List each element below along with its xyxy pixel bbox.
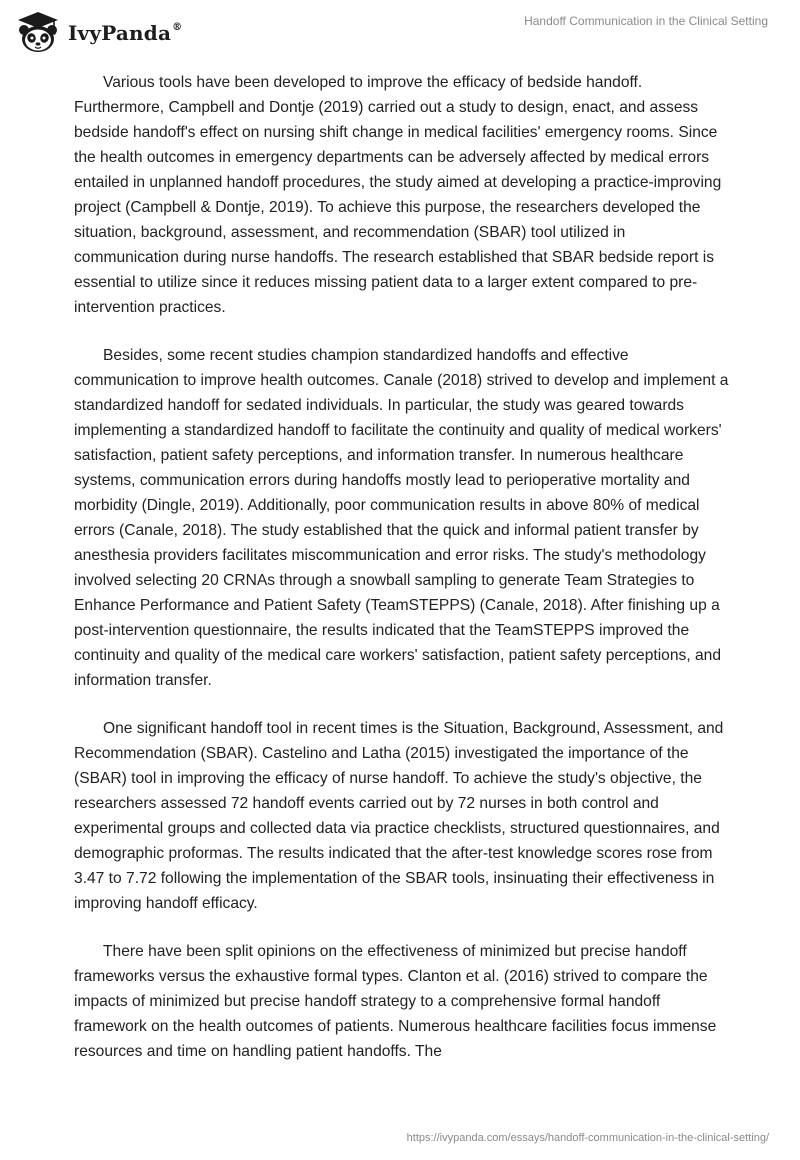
panda-logo-icon — [14, 10, 62, 54]
registered-mark: ® — [172, 22, 183, 34]
essay-body — [74, 70, 734, 1087]
paragraph: Various tools have been developed to improve the efficacy of bedside handoff. Furthermore, Campbell and Dontje (2019) carried out a study to design, enact, and assess bedside handoff's effect on nursing shift change in medical facilities' emergency rooms. Since the health outcomes in emergency departments can be adversely affected by medical errors entailed in unplanned handoff procedures, the study aimed at developing a practice-improving project (Campbell & Dontje, 2019). To achieve this purpose, the researchers developed the situation, background, assessment, and recommendation (SBAR) tool utilized in communication during nurse handoffs. The research established that SBAR bedside report is essential to utilize since it reduces missing patient data to a larger extent compared to pre-intervention practices. — [74, 74, 722, 316]
document-title: Handoff Communication in the Clinical Setting — [524, 14, 768, 28]
paragraph: Besides, some recent studies champion standardized handoffs and effective communication to improve health outcomes. Canale (2018) strived to develop and implement a standardized handoff for sedated individuals. In particular, the study was geared towards implementing a standardized handoff to facilitate the continuity and quality of medical workers' satisfaction, patient safety perceptions, and information transfer. In numerous healthcare systems, communication errors during handoffs mostly lead to perioperative mortality and morbidity (Dingle, 2019). Additionally, poor communication results in above 80% of medical errors (Canale, 2018). The study established that the quick and informal patient transfer by anesthesia providers facilitates miscommunication and error risks. The study's methodology involved selecting 20 CRNAs through a snowball sampling to generate Team Strategies to Enhance Performance and Patient Safety (TeamSTEPPS) (Canale, 2018). After finishing up a post-intervention questionnaire, the results indicated that the TeamSTEPPS improved the continuity and quality of the medical care workers' satisfaction, patient safety perceptions, and information transfer. — [74, 347, 729, 689]
paragraph: There have been split opinions on the effectiveness of minimized but precise handoff frameworks versus the exhaustive formal types. Clanton et al. (2016) strived to compare the impacts of minimized but precise handoff strategy to a comprehensive formal handoff framework on the health outcomes of patients. Numerous healthcare facilities focus immense resources and time on handling patient handoffs. The — [74, 943, 717, 1060]
source-url-link[interactable]: https://ivypanda.com/essays/handoff-communication-in-the-clinical-setting/ — [406, 1132, 769, 1144]
brand-name: IvyPanda® — [68, 21, 183, 45]
brand-logo[interactable] — [14, 10, 182, 54]
paragraph: One significant handoff tool in recent times is the Situation, Background, Assessment, and Recommendation (SBAR). Castelino and Latha (2015) investigated the importance of the (SBAR) tool in improving the efficacy of nurse handoff. To achieve the study's objective, the researchers assessed 72 handoff events carried out by 72 nurses in both control and experimental groups and collected data via practice checklists, structured questionnaires, and demographic proformas. The results indicated that the after-test knowledge scores rose from 3.47 to 7.72 following the implementation of the SBAR tools, insinuating their effectiveness in improving handoff efficacy. — [74, 720, 724, 912]
page-header — [0, 0, 800, 60]
